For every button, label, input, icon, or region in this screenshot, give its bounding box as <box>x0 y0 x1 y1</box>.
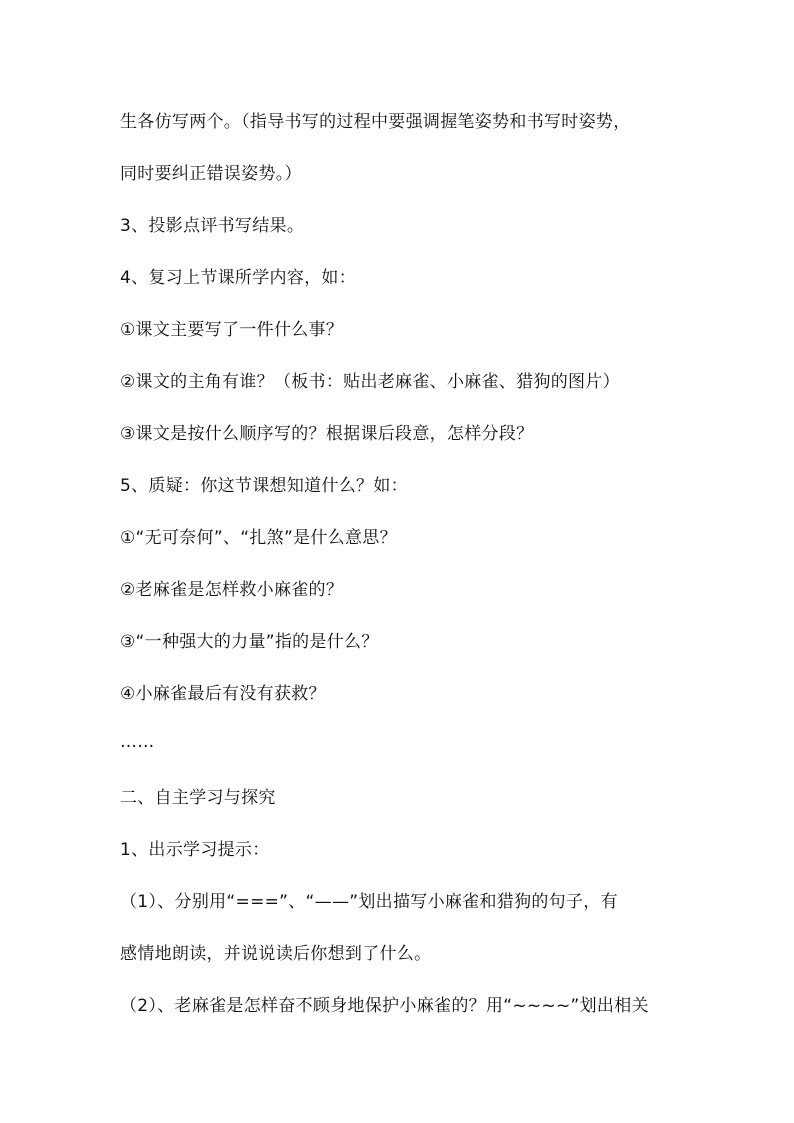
ellipsis-line: …… <box>120 732 155 752</box>
text-line: 4、复习上节课所学内容，如： <box>120 268 357 288</box>
text-line: 1、出示学习提示： <box>120 840 270 860</box>
text-line: 同时要纠正错误姿势。） <box>120 164 302 184</box>
text-line: （2）、老麻雀是怎样奋不顾身地保护小麻雀的？用“~~~~”划出相关 <box>120 996 649 1016</box>
text-line: ②课文的主角有谁？（板书：贴出老麻雀、小麻雀、猎狗的图片） <box>120 372 620 392</box>
section-heading: 二、自主学习与探究 <box>120 788 276 808</box>
text-line: ①“无可奈何”、“扎煞”是什么意思？ <box>120 528 397 548</box>
text-line: ①课文主要写了一件什么事？ <box>120 320 344 340</box>
text-line: ②老麻雀是怎样救小麻雀的？ <box>120 580 344 600</box>
text-line: （1）、分别用“===”、“——”划出描写小麻雀和猎狗的句子，有 <box>120 892 618 912</box>
text-line: 3、投影点评书写结果。 <box>120 216 305 236</box>
text-line: 5、质疑：你这节课想知道什么？如： <box>120 476 408 496</box>
text-line: ④小麻雀最后有没有获救？ <box>120 684 326 704</box>
text-line: ③课文是按什么顺序写的？根据课后段意，怎样分段？ <box>120 424 534 444</box>
text-line: ③“一种强大的力量”指的是什么？ <box>120 632 379 652</box>
text-line: 感情地朗读，并说说读后你想到了什么。 <box>120 944 432 964</box>
text-line: 生各仿写两个。（指导书写的过程中要强调握笔姿势和书写时姿势， <box>120 112 631 132</box>
